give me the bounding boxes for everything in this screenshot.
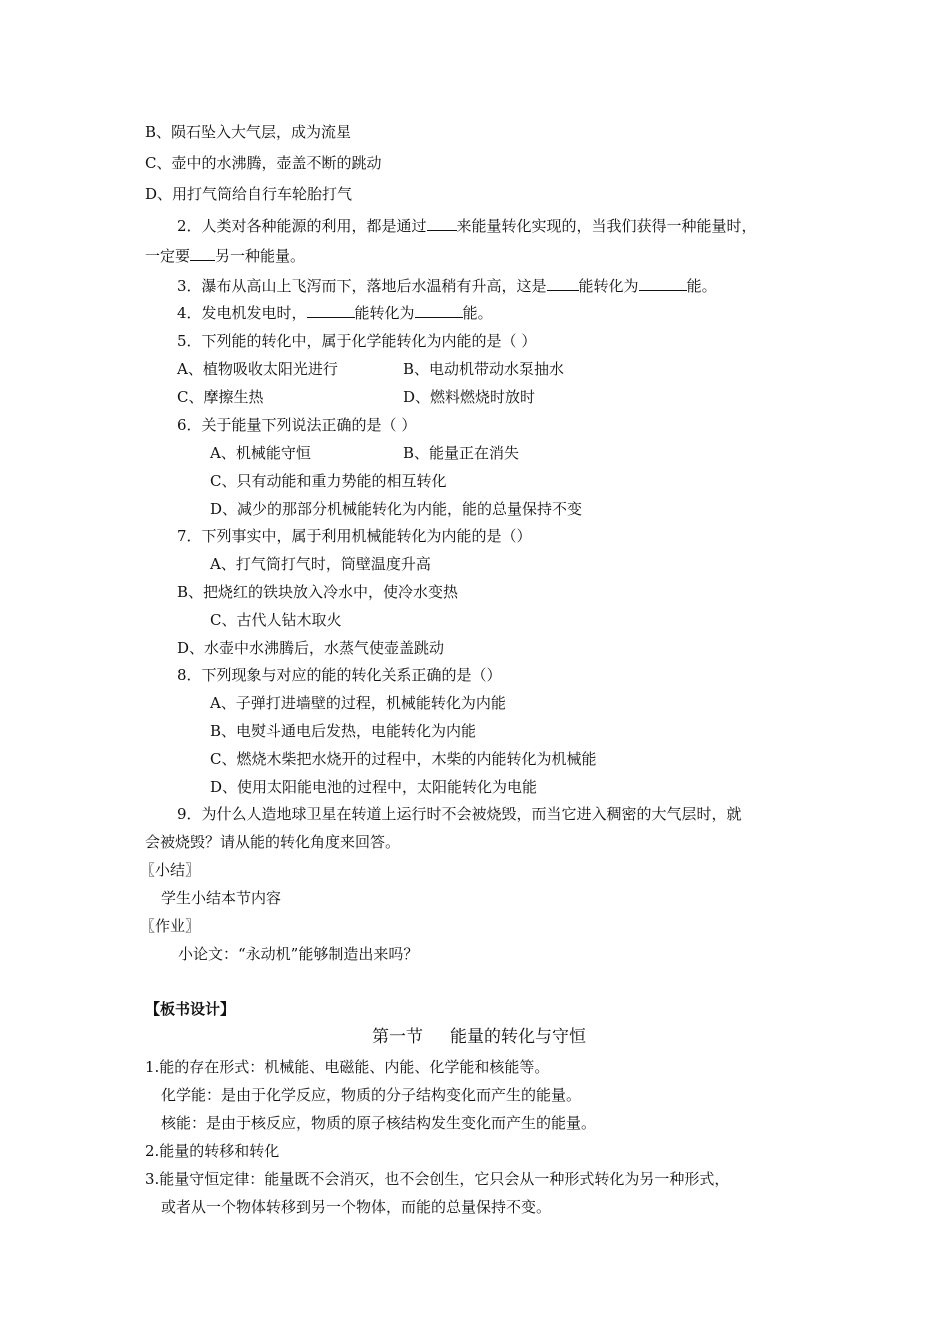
board-item-1-chemical: 化学能：是由于化学反应，物质的分子结构变化而产生的能量。: [161, 1086, 582, 1104]
q9-line2: 会被烧毁？请从能的转化角度来回答。: [145, 833, 401, 851]
q9-line1: 9．为什么人造地球卫星在转道上运行时不会被烧毁，而当它进入稠密的大气层时，就: [177, 805, 742, 823]
q8-stem: 8．下列现象与对应的能的转化关系正确的是（）: [177, 666, 502, 684]
board-item-3-cont: 或者从一个物体转移到另一个物体，而能的总量保持不变。: [161, 1198, 552, 1216]
q7-option-b: B、把烧红的铁块放入冷水中，使冷水变热: [177, 583, 459, 601]
q2-blank-1: [427, 215, 457, 231]
q2-text-part3: 一定要: [145, 247, 191, 265]
q5-option-b: B、电动机带动水泵抽水: [403, 360, 565, 378]
q8-option-a: A、子弹打进墙壁的过程，机械能转化为内能: [210, 694, 506, 712]
q1-option-d: D、用打气筒给自行车轮胎打气: [145, 185, 353, 203]
summary-content: 学生小结本节内容: [161, 889, 282, 907]
q6-stem: 6．关于能量下列说法正确的是（ ）: [177, 416, 417, 434]
q7-option-a: A、打气筒打气时，筒壁温度升高: [210, 555, 431, 573]
q4-text-part1: 4．发电机发电时，: [177, 304, 307, 322]
q3-text-part1: 3．瀑布从高山上飞泻而下，落地后水温稍有升高，这是: [177, 277, 547, 295]
q2-text-part4: 另一种能量。: [215, 247, 306, 265]
q3-line: [177, 275, 717, 297]
board-item-3: 3.能量守恒定律：能量既不会消灭，也不会创生，它只会从一种形式转化为另一种形式，: [145, 1170, 730, 1188]
q8-option-b: B、电熨斗通电后发热，电能转化为内能: [210, 722, 477, 740]
homework-content: 小论文：“永动机”能够制造出来吗？: [178, 945, 419, 963]
q5-option-a: A、植物吸收太阳光进行: [177, 360, 338, 378]
q7-stem: 7．下列事实中，属于利用机械能转化为内能的是（）: [177, 527, 532, 545]
q1-option-c: C、壶中的水沸腾，壶盖不断的跳动: [145, 154, 382, 172]
q6-option-c: C、只有动能和重力势能的相互转化: [210, 472, 447, 490]
q6-option-d: D、减少的那部分机械能转化为内能，能的总量保持不变: [210, 500, 583, 518]
q5-option-d: D、燃料燃烧时放时: [403, 388, 536, 406]
homework-heading: 〖作业〗: [140, 917, 201, 935]
q3-text-part2: 能转化为: [578, 277, 639, 295]
q5-option-c: C、摩擦生热: [177, 388, 264, 406]
q6-option-a: A、机械能守恒: [210, 444, 311, 462]
board-item-1-nuclear: 核能：是由于核反应，物质的原子核结构发生变化而产生的能量。: [161, 1114, 597, 1132]
q2-line1: [177, 215, 757, 237]
q4-blank-1: [307, 302, 355, 318]
q7-option-c: C、古代人钻木取火: [210, 611, 342, 629]
q4-blank-2: [415, 302, 463, 318]
q2-line2: [145, 245, 305, 267]
board-item-2: 2.能量的转移和转化: [145, 1142, 280, 1160]
q4-line: [177, 302, 493, 324]
q2-text-part1: 2．人类对各种能源的利用，都是通过: [177, 217, 427, 235]
board-title: 第一节 能量的转化与守恒: [372, 1027, 587, 1047]
q8-option-c: C、燃烧木柴把水烧开的过程中，木柴的内能转化为机械能: [210, 750, 597, 768]
q4-text-part2: 能转化为: [354, 304, 415, 322]
q7-option-d: D、水壶中水沸腾后，水蒸气使壶盖跳动: [177, 639, 445, 657]
q8-option-d: D、使用太阳能电池的过程中，太阳能转化为电能: [210, 778, 538, 796]
q1-option-b: B、陨石坠入大气层，成为流星: [145, 123, 352, 141]
q2-blank-2: [190, 245, 215, 261]
board-item-1: 1.能的存在形式：机械能、电磁能、内能、化学能和核能等。: [145, 1058, 550, 1076]
q3-blank-2: [639, 275, 687, 291]
q4-text-part3: 能。: [462, 304, 493, 322]
summary-heading: 〖小结〗: [140, 861, 201, 879]
q6-option-b: B、能量正在消失: [403, 444, 520, 462]
q5-stem: 5．下列能的转化中，属于化学能转化为内能的是（ ）: [177, 332, 537, 350]
q3-text-part3: 能。: [686, 277, 717, 295]
board-heading: 【板书设计】: [145, 1000, 236, 1018]
q2-text-part2: 来能量转化实现的，当我们获得一种能量时，: [456, 217, 757, 235]
q3-blank-1: [547, 275, 579, 291]
